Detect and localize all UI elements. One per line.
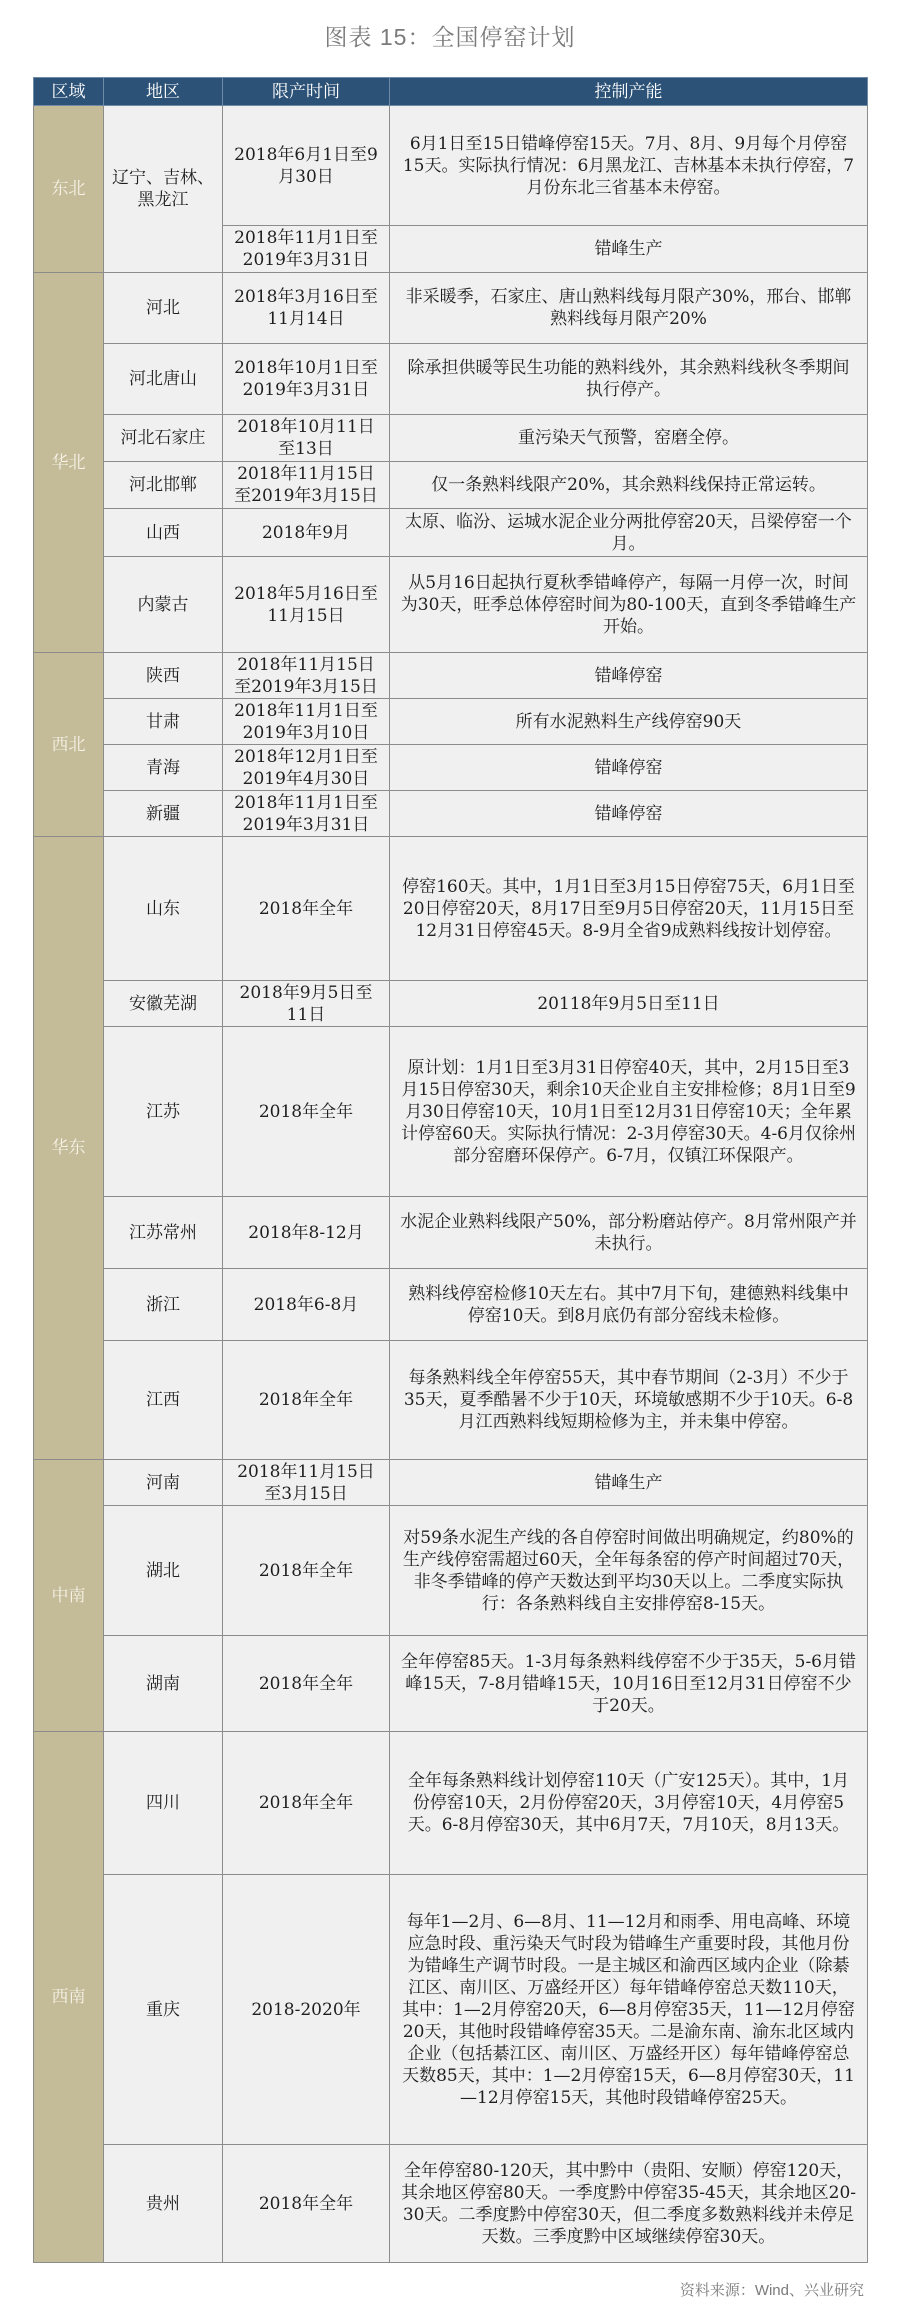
period-cell: 2018年6月1日至9月30日	[223, 106, 390, 226]
table-header-row	[34, 78, 868, 106]
area-cell: 河北唐山	[104, 344, 223, 415]
area-cell: 新疆	[104, 791, 223, 837]
capacity-cell: 错峰停窑	[390, 653, 868, 699]
area-cell: 河北邯郸	[104, 462, 223, 509]
period-cell: 2018年全年	[223, 1732, 390, 1875]
header-capacity: 控制产能	[390, 78, 868, 106]
capacity-cell: 错峰生产	[390, 1460, 868, 1506]
period-cell: 2018年10月11日至13日	[223, 415, 390, 462]
period-cell: 2018年11月1日至2019年3月31日	[223, 226, 390, 273]
table-row	[34, 462, 868, 509]
period-cell: 2018年11月1日至2019年3月10日	[223, 699, 390, 745]
table-row	[34, 1269, 868, 1341]
area-cell: 江苏	[104, 1027, 223, 1197]
capacity-cell: 错峰停窑	[390, 791, 868, 837]
period-cell: 2018年11月15日至2019年3月15日	[223, 462, 390, 509]
table-row	[34, 273, 868, 344]
area-cell: 辽宁、吉林、黑龙江	[104, 106, 223, 273]
period-cell: 2018年9月	[223, 509, 390, 557]
period-cell: 2018年全年	[223, 1341, 390, 1460]
area-cell: 江苏常州	[104, 1197, 223, 1269]
period-cell: 2018年全年	[223, 1636, 390, 1732]
capacity-cell: 熟料线停窑检修10天左右。其中7月下旬，建德熟料线集中停窑10天。到8月底仍有部分窑线未检修。	[390, 1269, 868, 1341]
area-cell: 青海	[104, 745, 223, 791]
capacity-cell: 每年1—2月、6—8月、11—12月和雨季、用电高峰、环境应急时段、重污染天气时段为错峰生产重要时段，其他月份为错峰生产调节时段。一是主城区和渝西区域内企业（除綦江区、南川区、万盛经开区）每年错峰停窑总天数110天，其中：1—2月停窑20天，6—8月停窑35天，11—12月停窑20天，其他时段错峰停窑35天。二是渝东南、渝东北区域内企业（包括綦江区、南川区、万盛经开区）每年错峰停窑总天数85天，其中：1—2月停窑15天，6—8月停窑30天，11—12月停窑15天，其他时段错峰停窑25天。	[390, 1875, 868, 2145]
table-row	[34, 1341, 868, 1460]
table-row	[34, 791, 868, 837]
area-cell: 浙江	[104, 1269, 223, 1341]
area-cell: 江西	[104, 1341, 223, 1460]
table-row	[34, 1875, 868, 2145]
table-body	[34, 106, 868, 2263]
capacity-cell: 所有水泥熟料生产线停窑90天	[390, 699, 868, 745]
table-row	[34, 1197, 868, 1269]
table-row	[34, 106, 868, 226]
table-row	[34, 415, 868, 462]
table-row	[34, 745, 868, 791]
area-cell: 重庆	[104, 1875, 223, 2145]
area-cell: 贵州	[104, 2145, 223, 2263]
period-cell: 2018年全年	[223, 1506, 390, 1636]
capacity-cell: 错峰生产	[390, 226, 868, 273]
period-cell: 2018年6-8月	[223, 1269, 390, 1341]
region-cell: 华北	[34, 273, 104, 653]
period-cell: 2018年11月1日至2019年3月31日	[223, 791, 390, 837]
area-cell: 安徽芜湖	[104, 981, 223, 1027]
period-cell: 2018年8-12月	[223, 1197, 390, 1269]
period-cell: 2018年全年	[223, 2145, 390, 2263]
period-cell: 2018年11月15日至3月15日	[223, 1460, 390, 1506]
capacity-cell: 每条熟料线全年停窑55天，其中春节期间（2-3月）不少于35天，夏季酷暑不少于10天，环境敏感期不少于10天。6-8月江西熟料线短期检修为主，并未集中停窑。	[390, 1341, 868, 1460]
table-row	[34, 1506, 868, 1636]
table-row	[34, 557, 868, 653]
period-cell: 2018年11月15日至2019年3月15日	[223, 653, 390, 699]
table-row	[34, 509, 868, 557]
table-row	[34, 1027, 868, 1197]
capacity-cell: 非采暖季，石家庄、唐山熟料线每月限产30%，邢台、邯郸熟料线每月限产20%	[390, 273, 868, 344]
region-cell: 华东	[34, 837, 104, 1460]
area-cell: 湖北	[104, 1506, 223, 1636]
region-cell: 西南	[34, 1732, 104, 2263]
capacity-cell: 仅一条熟料线限产20%，其余熟料线保持正常运转。	[390, 462, 868, 509]
table-row	[34, 981, 868, 1027]
capacity-cell: 水泥企业熟料线限产50%，部分粉磨站停产。8月常州限产并未执行。	[390, 1197, 868, 1269]
header-area: 地区	[104, 78, 223, 106]
shutdown-plan-table	[33, 77, 868, 2263]
capacity-cell: 20118年9月5日至11日	[390, 981, 868, 1027]
header-period: 限产时间	[223, 78, 390, 106]
area-cell: 湖南	[104, 1636, 223, 1732]
area-cell: 山西	[104, 509, 223, 557]
period-cell: 2018年3月16日至11月14日	[223, 273, 390, 344]
capacity-cell: 从5月16日起执行夏秋季错峰停产，每隔一月停一次，时间为30天，旺季总体停窑时间为80-100天，直到冬季错峰生产开始。	[390, 557, 868, 653]
capacity-cell: 除承担供暖等民生功能的熟料线外，其余熟料线秋冬季期间执行停产。	[390, 344, 868, 415]
table-row	[34, 1732, 868, 1875]
capacity-cell: 对59条水泥生产线的各自停窑时间做出明确规定，约80%的生产线停窑需超过60天，全年每条窑的停产时间超过70天，非冬季错峰的停产天数达到平均30天以上。二季度实际执行：各条熟料线自主安排停窑8-15天。	[390, 1506, 868, 1636]
area-cell: 河北	[104, 273, 223, 344]
area-cell: 河北石家庄	[104, 415, 223, 462]
table-row	[34, 1460, 868, 1506]
area-cell: 内蒙古	[104, 557, 223, 653]
capacity-cell: 6月1日至15日错峰停窑15天。7月、8月、9月每个月停窑15天。实际执行情况：6月黑龙江、吉林基本未执行停窑，7月份东北三省基本未停窑。	[390, 106, 868, 226]
table-row	[34, 1636, 868, 1732]
table-row	[34, 653, 868, 699]
capacity-cell: 停窑160天。其中，1月1日至3月15日停窑75天，6月1日至20日停窑20天，8月17日至9月5日停窑20天，11月15日至12月31日停窑45天。8-9月全省9成熟料线按计划停窑。	[390, 837, 868, 981]
period-cell: 2018年5月16日至11月15日	[223, 557, 390, 653]
capacity-cell: 重污染天气预警，窑磨全停。	[390, 415, 868, 462]
table-row	[34, 344, 868, 415]
capacity-cell: 全年停窑80-120天，其中黔中（贵阳、安顺）停窑120天，其余地区停窑80天。一季度黔中停窑35-45天，其余地区20-30天。二季度黔中停窑30天，但二季度多数熟料线并未停足天数。三季度黔中区域继续停窑30天。	[390, 2145, 868, 2263]
period-cell: 2018年9月5日至11日	[223, 981, 390, 1027]
period-cell: 2018年全年	[223, 1027, 390, 1197]
period-cell: 2018年10月1日至2019年3月31日	[223, 344, 390, 415]
capacity-cell: 太原、临汾、运城水泥企业分两批停窑20天，吕梁停窑一个月。	[390, 509, 868, 557]
area-cell: 河南	[104, 1460, 223, 1506]
header-region: 区域	[34, 78, 104, 106]
capacity-cell: 全年每条熟料线计划停窑110天（广安125天）。其中，1月份停窑10天，2月份停窑20天，3月停窑10天，4月停窑5天。6-8月停窑30天，其中6月7天，7月10天，8月13天。	[390, 1732, 868, 1875]
area-cell: 陕西	[104, 653, 223, 699]
region-cell: 中南	[34, 1460, 104, 1732]
period-cell: 2018年全年	[223, 837, 390, 981]
capacity-cell: 错峰停窑	[390, 745, 868, 791]
page-title: 图表 15：全国停窑计划	[324, 24, 576, 50]
area-cell: 甘肃	[104, 699, 223, 745]
capacity-cell: 原计划：1月1日至3月31日停窑40天，其中，2月15日至3月15日停窑30天，剩余10天企业自主安排检修；8月1日至9月30日停窑10天，10月1日至12月31日停窑10天；全年累计停窑60天。实际执行情况：2-3月停窑30天。4-6月仅徐州部分窑磨环保停产。6-7月，仅镇江环保限产。	[390, 1027, 868, 1197]
period-cell: 2018年12月1日至2019年4月30日	[223, 745, 390, 791]
table-row	[34, 2145, 868, 2263]
table-row	[34, 699, 868, 745]
region-cell: 西北	[34, 653, 104, 837]
area-cell: 山东	[104, 837, 223, 981]
region-cell: 东北	[34, 106, 104, 273]
source-note: 资料来源：Wind、兴业研究	[679, 2282, 864, 2299]
capacity-cell: 全年停窑85天。1-3月每条熟料线停窑不少于35天，5-6月错峰15天，7-8月错峰15天，10月16日至12月31日停窑不少于20天。	[390, 1636, 868, 1732]
period-cell: 2018-2020年	[223, 1875, 390, 2145]
table-row	[34, 837, 868, 981]
area-cell: 四川	[104, 1732, 223, 1875]
